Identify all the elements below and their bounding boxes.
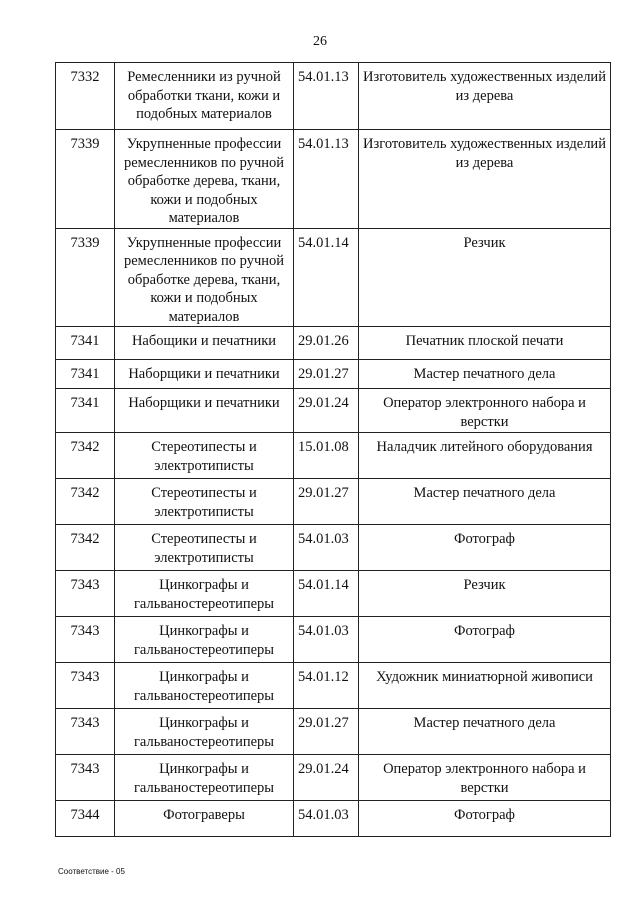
code-cell: 7341 bbox=[56, 327, 115, 360]
profession-cell: Фотограф bbox=[359, 525, 611, 571]
code-cell: 7342 bbox=[56, 479, 115, 525]
profession-cell: Мастер печатного дела bbox=[359, 479, 611, 525]
table-row bbox=[56, 755, 611, 801]
table-row bbox=[56, 360, 611, 389]
okpdtr-cell: 29.01.27 bbox=[294, 709, 359, 755]
code-cell: 7339 bbox=[56, 130, 115, 229]
table-row bbox=[56, 663, 611, 709]
code-cell: 7343 bbox=[56, 663, 115, 709]
code-cell: 7343 bbox=[56, 709, 115, 755]
code-cell: 7341 bbox=[56, 360, 115, 389]
okpdtr-cell: 29.01.27 bbox=[294, 360, 359, 389]
code-cell: 7342 bbox=[56, 433, 115, 479]
group-cell: Наборщики и печатники bbox=[115, 360, 294, 389]
code-cell: 7332 bbox=[56, 63, 115, 130]
page-number: 26 bbox=[313, 34, 327, 49]
profession-cell: Резчик bbox=[359, 228, 611, 327]
okpdtr-cell: 54.01.14 bbox=[294, 228, 359, 327]
table-row bbox=[56, 130, 611, 229]
table-row bbox=[56, 433, 611, 479]
occupation-table bbox=[55, 62, 611, 837]
okpdtr-cell: 29.01.26 bbox=[294, 327, 359, 360]
table-row bbox=[56, 389, 611, 433]
code-cell: 7343 bbox=[56, 617, 115, 663]
code-cell: 7341 bbox=[56, 389, 115, 433]
code-cell: 7339 bbox=[56, 228, 115, 327]
profession-cell: Резчик bbox=[359, 571, 611, 617]
group-cell: Ремесленники из ручной обработки ткани, кожи и подобных материалов bbox=[115, 63, 294, 130]
group-cell: Наборщики и печатники bbox=[115, 389, 294, 433]
table-row bbox=[56, 617, 611, 663]
group-cell: Цинкографы и гальваностереотиперы bbox=[115, 663, 294, 709]
footer-note: Соответствие - 05 bbox=[58, 867, 125, 876]
profession-cell: Изготовитель художественных изделий из дерева bbox=[359, 63, 611, 130]
table-row bbox=[56, 525, 611, 571]
okpdtr-cell: 54.01.03 bbox=[294, 801, 359, 837]
okpdtr-cell: 29.01.24 bbox=[294, 755, 359, 801]
okpdtr-cell: 29.01.24 bbox=[294, 389, 359, 433]
profession-cell: Художник миниатюрной живописи bbox=[359, 663, 611, 709]
okpdtr-cell: 29.01.27 bbox=[294, 479, 359, 525]
okpdtr-cell: 54.01.14 bbox=[294, 571, 359, 617]
code-cell: 7343 bbox=[56, 571, 115, 617]
group-cell: Укрупненные профессии ремесленников по ручной обработке дерева, ткани, кожи и подобных материалов bbox=[115, 130, 294, 229]
okpdtr-cell: 54.01.03 bbox=[294, 525, 359, 571]
group-cell: Цинкографы и гальваностереотиперы bbox=[115, 571, 294, 617]
profession-cell: Изготовитель художественных изделий из дерева bbox=[359, 130, 611, 229]
group-cell: Цинкографы и гальваностереотиперы bbox=[115, 755, 294, 801]
table-row bbox=[56, 63, 611, 130]
profession-cell: Оператор электронного набора и верстки bbox=[359, 755, 611, 801]
table-row bbox=[56, 228, 611, 327]
table-row bbox=[56, 571, 611, 617]
profession-cell: Мастер печатного дела bbox=[359, 709, 611, 755]
table-body bbox=[56, 63, 611, 837]
group-cell: Цинкографы и гальваностереотиперы bbox=[115, 617, 294, 663]
profession-cell: Мастер печатного дела bbox=[359, 360, 611, 389]
table-row bbox=[56, 801, 611, 837]
profession-cell: Печатник плоской печати bbox=[359, 327, 611, 360]
okpdtr-cell: 15.01.08 bbox=[294, 433, 359, 479]
code-cell: 7342 bbox=[56, 525, 115, 571]
group-cell: Набощики и печатники bbox=[115, 327, 294, 360]
group-cell: Стереотипесты и электротиписты bbox=[115, 479, 294, 525]
okpdtr-cell: 54.01.12 bbox=[294, 663, 359, 709]
group-cell: Стереотипесты и электротиписты bbox=[115, 433, 294, 479]
okpdtr-cell: 54.01.13 bbox=[294, 130, 359, 229]
profession-cell: Оператор электронного набора и верстки bbox=[359, 389, 611, 433]
group-cell: Цинкографы и гальваностереотиперы bbox=[115, 709, 294, 755]
profession-cell: Наладчик литейного оборудования bbox=[359, 433, 611, 479]
group-cell: Укрупненные профессии ремесленников по ручной обработке дерева, ткани, кожи и подобных материалов bbox=[115, 228, 294, 327]
group-cell: Фотограверы bbox=[115, 801, 294, 837]
table-row bbox=[56, 479, 611, 525]
profession-cell: Фотограф bbox=[359, 617, 611, 663]
okpdtr-cell: 54.01.03 bbox=[294, 617, 359, 663]
table-row bbox=[56, 709, 611, 755]
code-cell: 7343 bbox=[56, 755, 115, 801]
profession-cell: Фотограф bbox=[359, 801, 611, 837]
table-row bbox=[56, 327, 611, 360]
okpdtr-cell: 54.01.13 bbox=[294, 63, 359, 130]
code-cell: 7344 bbox=[56, 801, 115, 837]
group-cell: Стереотипесты и электротиписты bbox=[115, 525, 294, 571]
